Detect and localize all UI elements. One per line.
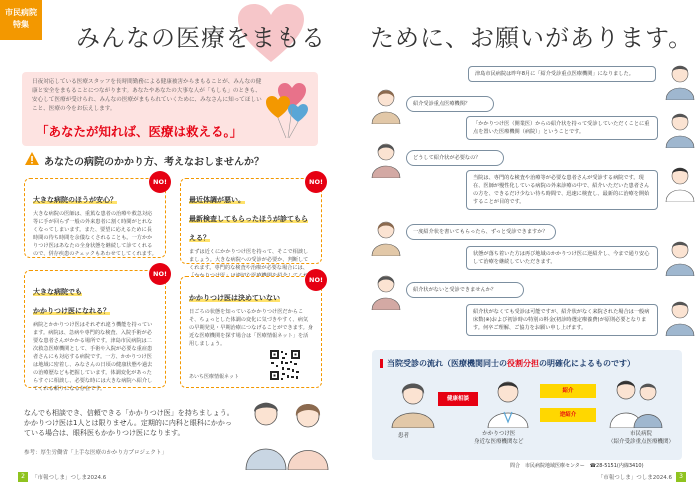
- intro-text: 日夜対応している医療スタッフを長時間勤務による健康被害からまもることが、みんなの健康と安全をまもることにつながります。あなたやあなたの大事な人が「もしも」のときも、安心して医療が受けられ、みんなの医療がまもられていくために、みなさんに知ってほしいこと、医療の今をお伝えします。: [32, 79, 262, 112]
- myth-card-1: [24, 178, 166, 258]
- myth-card-4: [180, 276, 322, 388]
- card-body: まずは近くにかかりつけ医を持って、そこで相談しましょう。大きな病院への受診が必要か、判断してくれます。専門的な検査や治療が必要な場合には、: [189, 249, 309, 271]
- qr-caption: あいち医療情報ネット: [189, 374, 240, 380]
- warning-icon: [24, 151, 40, 166]
- question-bubble: 紹介受診重点医療機関？: [406, 96, 494, 112]
- question-bubble: どうして紹介状が必要なの？: [406, 150, 504, 166]
- hospital-staff-figure: [606, 376, 666, 428]
- people-illustration: [232, 392, 342, 470]
- bottom-message: なんでも相談でき、信頼できる「かかりつけ医」を持ちましょう。かかりつけ医は1人とは限りません。定期的に内科と眼科にかかっている場合は、眼科医もかかりつけ医になります。: [24, 409, 234, 437]
- no-badge: NO!: [149, 263, 171, 285]
- patient-avatar: [370, 140, 402, 178]
- card-heading: 大きな病院でも かかりつけ医になれる？: [33, 288, 110, 315]
- intro-box: [22, 72, 318, 146]
- card-heading: 最近体調が悪い。 最新検査してもらったほうが診てもらえる？: [189, 196, 308, 242]
- no-badge: NO!: [305, 171, 327, 193]
- page-title-right: ために、お願いがあります。: [370, 24, 694, 52]
- no-badge: NO!: [149, 171, 171, 193]
- nurse-avatar: [664, 298, 696, 336]
- card-heading: かかりつけ医は決めていない: [189, 294, 280, 302]
- nurse-avatar: [664, 238, 696, 276]
- card-body: 日ごろの状態を知っているかかりつけ医だからこそ、ちょっとした体調の変化に気づきやすく、病気の早期発見・早期治療につなげることができます。身近な医療機関を探す場合は「医療情報ネット」を活用しましょう。: [189, 309, 313, 347]
- reference-note: 参考：厚生労働省「上手な医療のかかり方プロジェクト」: [24, 450, 167, 456]
- myth-card-2: [180, 178, 323, 271]
- footer-left: [18, 472, 160, 482]
- card-body: 大きな病院の医師は、重篤な患者の治療や救急対応等に手が回らず一般の外来患者に割く時間がとれなくなってしまいます。また、要望に応えるために長時間の待ち時間を余儀なくされることも。一方かかりつけ医はあなたの全身状態を継続して診てくれるので、併存疾患のチェックもあわせてしてくれます。: [33, 211, 157, 257]
- feature-tag: 市民病院 特集: [0, 0, 42, 40]
- no-badge: NO!: [305, 269, 327, 291]
- hospital-label: 市民病院 （紹介受診重点医療機関）: [608, 431, 675, 445]
- slogan: 「あなたが知れば、医療は救える。」: [36, 124, 243, 139]
- patient-avatar: [370, 272, 402, 310]
- question-bubble: 一度紹介状を書いてもらったら、ずっと受診できますか？: [406, 224, 556, 240]
- qr-code[interactable]: [269, 349, 301, 381]
- reverse-refer-arrow: 逆紹介: [540, 408, 596, 422]
- doctor-avatar: [664, 164, 696, 202]
- flow-title: 当院受診の流れ（医療機関同士の役割分担の明確化によるものです）: [380, 358, 635, 369]
- question-bubble: 紹介状がないと受診できませんか？: [406, 282, 524, 298]
- answer-bubble: 「かかりつけ医（開業医）からの紹介状を持って受診していただくことに重点を置いた医療機関（病院）」ということです。: [466, 116, 658, 140]
- refer-arrow: 紹介: [540, 384, 596, 398]
- heart-balloons-icon: [262, 78, 312, 142]
- footer-text: 「市報つしま」つしま2024.6: [597, 475, 672, 481]
- referral-flow: [372, 350, 682, 460]
- patient-avatar: [370, 86, 402, 124]
- patient-figure: [386, 380, 440, 428]
- card-heading: 大きな病院のほうが安心？: [33, 196, 117, 204]
- patient-label: 患者: [398, 433, 410, 439]
- answer-bubble: 津島市民病院は昨年8月に「紹介受診重点医療機関」になりました。: [468, 66, 656, 82]
- inquiry-info: 問合 市民病院地域医療センター ☎28-5151(内線3410): [510, 463, 644, 469]
- nurse-avatar: [664, 62, 696, 100]
- answer-bubble: 状態が落ち着いた方は再び地域のかかりつけ医に逆紹介し、今まで通り安心して治療を継続していただきます。: [466, 246, 658, 270]
- myth-card-3: [24, 270, 167, 392]
- qa-dialog: [350, 60, 700, 350]
- gp-figure: [484, 378, 532, 428]
- page-number: 3: [676, 472, 686, 482]
- page-title-left: みんなの医療をまもる: [76, 24, 326, 52]
- question-heading: あなたの病院のかかり方、考えなおしませんか？: [44, 157, 264, 168]
- right-page: [350, 0, 700, 495]
- footer-text: 「市報つしま」つしま2024.6: [32, 475, 107, 481]
- gp-label: かかりつけ医 身近な医療機関など: [474, 431, 524, 445]
- answer-bubble: 当院は、専門的な検査や治療等が必要な患者さんが受診する病院です。現在、医師が慢性化している病院の外来診療の中で、紹介いただいた患者さんの方を、できるだけ少ない待ち時間で、迅速に検査し、最新的に治療を開始することが目的です。: [466, 170, 658, 210]
- nurse-avatar: [664, 110, 696, 148]
- answer-bubble: 紹介状がなくても受診は可能ですが、紹介状がなく来院された場合は一般病床数(※)および初診時の特別の料金(初診時選定療養費)が原則必要となります。何卒ご理解、ご協力をお願い申し上げます。: [466, 304, 658, 336]
- consult-arrow: 健康相談: [438, 392, 478, 406]
- page-number: 2: [18, 472, 28, 482]
- card-body: 病院とかかりつけ医はそれぞれ違う機能を持っています。病院は、急病や専門的な検査、入院手術が必要な患者さんがかかる場所です。津島市民病院は二次救急医療機関として、手術や入院が必要な重症患者さんにも対応する病院です。一方、かかりつけ医は地域に密着し、みなさんの日頃の健康状態や過去の治療歴なども把握しています。体調変化があったらすぐに相談し、必要な時には大きな病院へ紹介してくれる頼りになる存在です。: [33, 322, 153, 392]
- patient-avatar: [370, 218, 402, 256]
- footer-right: [598, 472, 686, 482]
